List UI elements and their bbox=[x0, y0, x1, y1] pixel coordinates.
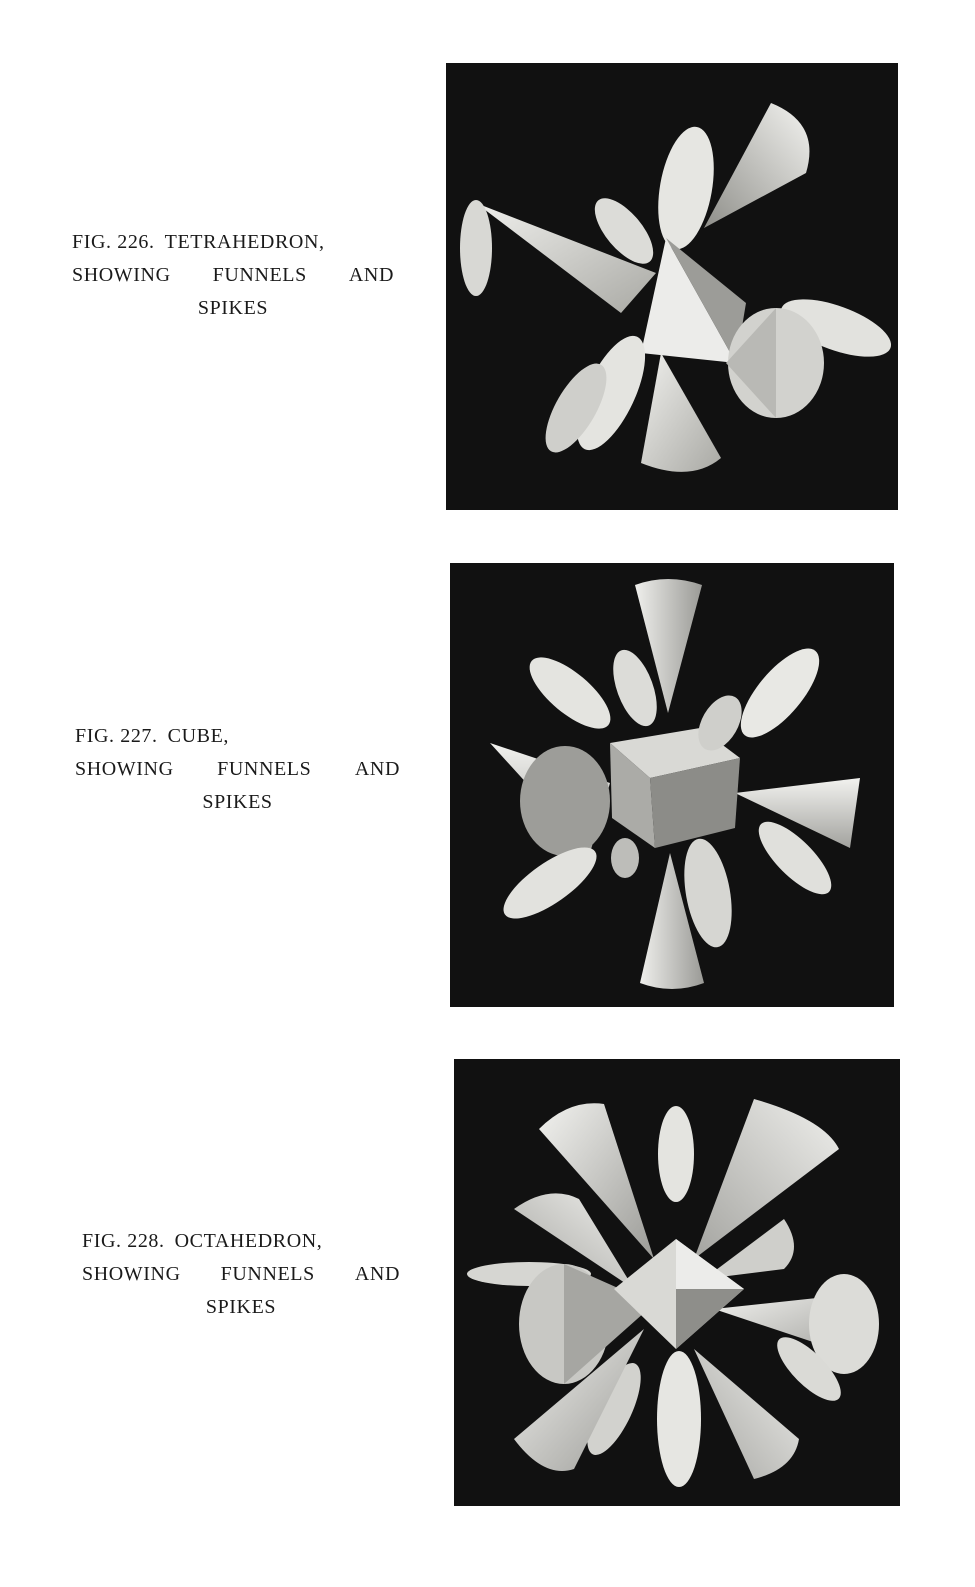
octahedron-illustration bbox=[454, 1059, 900, 1506]
figure-caption-line-2 bbox=[72, 259, 394, 292]
figure-caption-line-3: SPIKES bbox=[205, 1296, 277, 1318]
caption-word: FUNNELS bbox=[212, 264, 307, 286]
caption-word: FUNNELS bbox=[217, 758, 312, 780]
caption-word: AND bbox=[348, 264, 394, 286]
figure-title: TETRAHEDRON, bbox=[164, 231, 325, 253]
figure-title: CUBE, bbox=[167, 725, 229, 747]
cube-illustration bbox=[450, 563, 894, 1007]
caption-word: FUNNELS bbox=[220, 1263, 315, 1285]
figure-226-caption bbox=[72, 226, 394, 325]
caption-word: SHOWING bbox=[82, 1263, 181, 1285]
figure-caption-line-1 bbox=[82, 1225, 400, 1258]
figure-title: OCTAHEDRON, bbox=[174, 1230, 323, 1252]
figure-caption-line-1 bbox=[75, 720, 400, 753]
caption-word: SHOWING bbox=[75, 758, 174, 780]
caption-word: AND bbox=[354, 758, 400, 780]
figure-number: FIG. 228. bbox=[82, 1230, 165, 1252]
figure-caption-line-2 bbox=[82, 1258, 400, 1291]
caption-word: AND bbox=[354, 1263, 400, 1285]
tetrahedron-illustration bbox=[446, 63, 898, 510]
figure-number: FIG. 227. bbox=[75, 725, 158, 747]
figure-226-photo bbox=[446, 63, 898, 510]
figure-caption-line-1 bbox=[72, 226, 394, 259]
figure-227-photo bbox=[450, 563, 894, 1007]
figure-228-caption bbox=[82, 1225, 400, 1324]
figure-caption-line-2 bbox=[75, 753, 400, 786]
figure-228-photo bbox=[454, 1059, 900, 1506]
caption-word: SHOWING bbox=[72, 264, 171, 286]
figure-number: FIG. 226. bbox=[72, 231, 155, 253]
figure-227-caption bbox=[75, 720, 400, 819]
figure-caption-line-3: SPIKES bbox=[202, 791, 273, 813]
figure-caption-line-3: SPIKES bbox=[197, 297, 269, 319]
